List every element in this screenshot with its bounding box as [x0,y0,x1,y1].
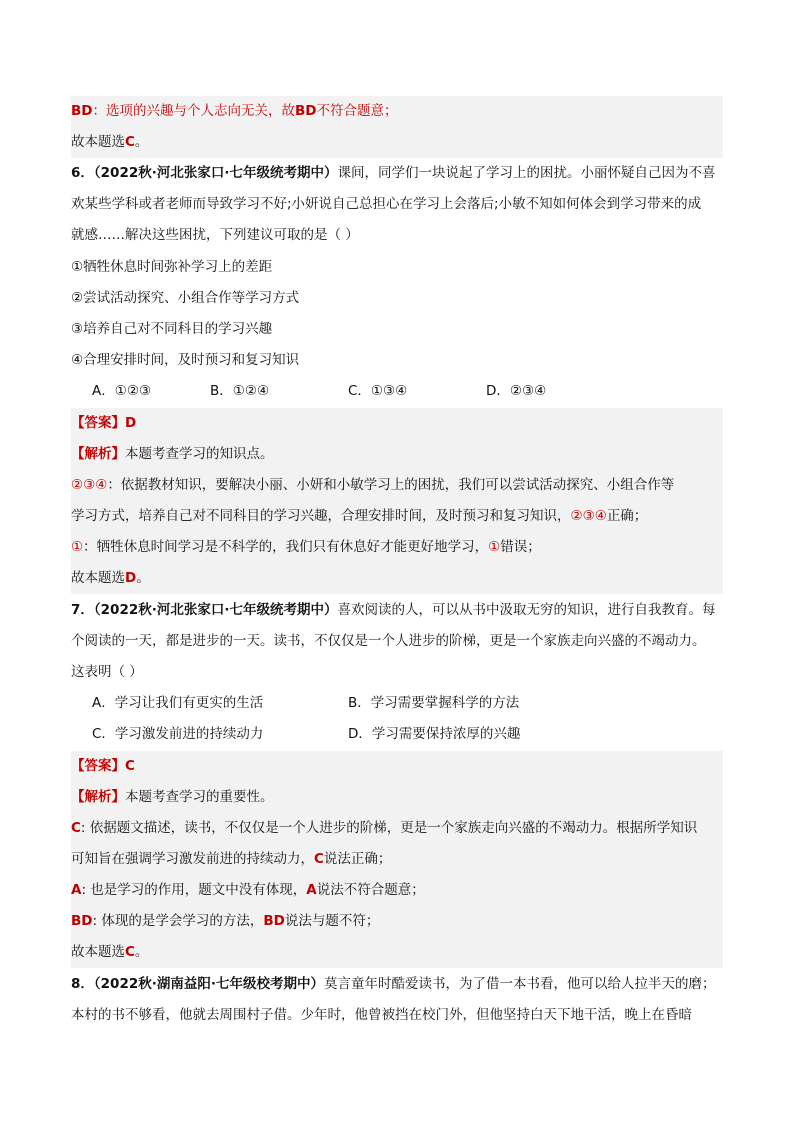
q7-analysis-line-1: C: 依据题文描述，读书，不仅仅是一个人进步的阶梯，更是一个家族走向兴盛的不竭动力。根据所学知识 [71,813,723,844]
q7-analysis-line-2: 可知旨在强调学习激发前进的持续动力，C说法正确； [71,844,723,875]
q7-stem-line-1: 7．（2022秋·河北张家口·七年级统考期中）喜欢阅读的人，可以从书中汲取无穷的知识，进行自我教育。每 [71,602,716,618]
q6-analysis-title: 【解析】本题考查学习的知识点。 [71,439,723,470]
q7-analysis-line-4: BD: 体现的是学会学习的方法，BD说法与题不符； [71,906,723,937]
q7-stem-line-2: 个阅读的一天，都是进步的一天。读书，不仅仅是一个人进步的阶梯，更是一个家族走向兴盛的不竭动力。 [71,633,706,649]
q8-stem-line-1: 8．（2022秋·湖南益阳·七年级校考期中）莫言童年时酷爱读书，为了借一本书看，他可以给人拉半天的磨； [71,976,716,992]
q6-stem-line-1: 6．（2022秋·河北张家口·七年级统考期中）课间，同学们一块说起了学习上的困扰。小丽怀疑自己因为不喜 [71,165,716,181]
q6-option-c: C．①③④ [348,383,408,399]
q7-analysis-line-3: A: 也是学习的作用，题文中没有体现，A说法不符合题意； [71,875,723,906]
q7-option-a: A．学习让我们有更实的生活 [92,695,264,711]
q6-stem-line-2: 欢某些学科或者老师而导致学习不好;小妍说自己总担心在学习上会落后;小敏不知如何体会到学习带来的成 [71,196,702,212]
q6-answer: 【答案】D [71,408,723,439]
q5-conclusion: 故本题选C。 [71,127,723,158]
q6-conclusion: 故本题选D。 [71,563,723,594]
q6-stem-line-3: 就感……解决这些困扰，下列建议可取的是（ ） [71,227,359,243]
q7-conclusion: 故本题选C。 [71,937,723,968]
q7-option-d: D．学习需要保持浓厚的兴趣 [348,726,521,742]
q7-answer: 【答案】C [71,751,723,782]
q7-option-c: C．学习激发前进的持续动力 [92,726,264,742]
q6-statement-1: ①牺牲休息时间弥补学习上的差距 [71,259,273,275]
q6-analysis-line-1: ②③④：依据教材知识，要解决小丽、小妍和小敏学习上的困扰，我们可以尝试活动探究、小组合作等 [71,470,723,501]
q7-option-b: B．学习需要掌握科学的方法 [348,695,520,711]
q8-stem-line-2: 本村的书不够看，他就去周围村子借。少年时，他曾被挡在校门外，但他坚持白天下地干活，晚上在昏暗 [71,1007,692,1023]
q6-statement-3: ③培养自己对不同科目的学习兴趣 [71,321,273,337]
q6-statement-4: ④合理安排时间，及时预习和复习知识 [71,352,300,368]
q6-option-a: A．①②③ [92,383,152,399]
q6-option-b: B．①②④ [210,383,270,399]
q6-option-d: D．②③④ [486,383,547,399]
q6-statement-2: ②尝试活动探究、小组合作等学习方式 [71,290,300,306]
q7-analysis-title: 【解析】本题考查学习的重要性。 [71,782,723,813]
q7-stem-line-3: 这表明（ ） [71,664,143,680]
q6-analysis-line-3: ①：牺牲休息时间学习是不科学的，我们只有休息好才能更好地学习，①错误； [71,532,723,563]
q5-analysis-bd: BD：选项的兴趣与个人志向无关，故BD不符合题意； [71,96,723,127]
q6-analysis-line-2: 学习方式，培养自己对不同科目的学习兴趣，合理安排时间，及时预习和复习知识，②③④正确； [71,501,723,532]
